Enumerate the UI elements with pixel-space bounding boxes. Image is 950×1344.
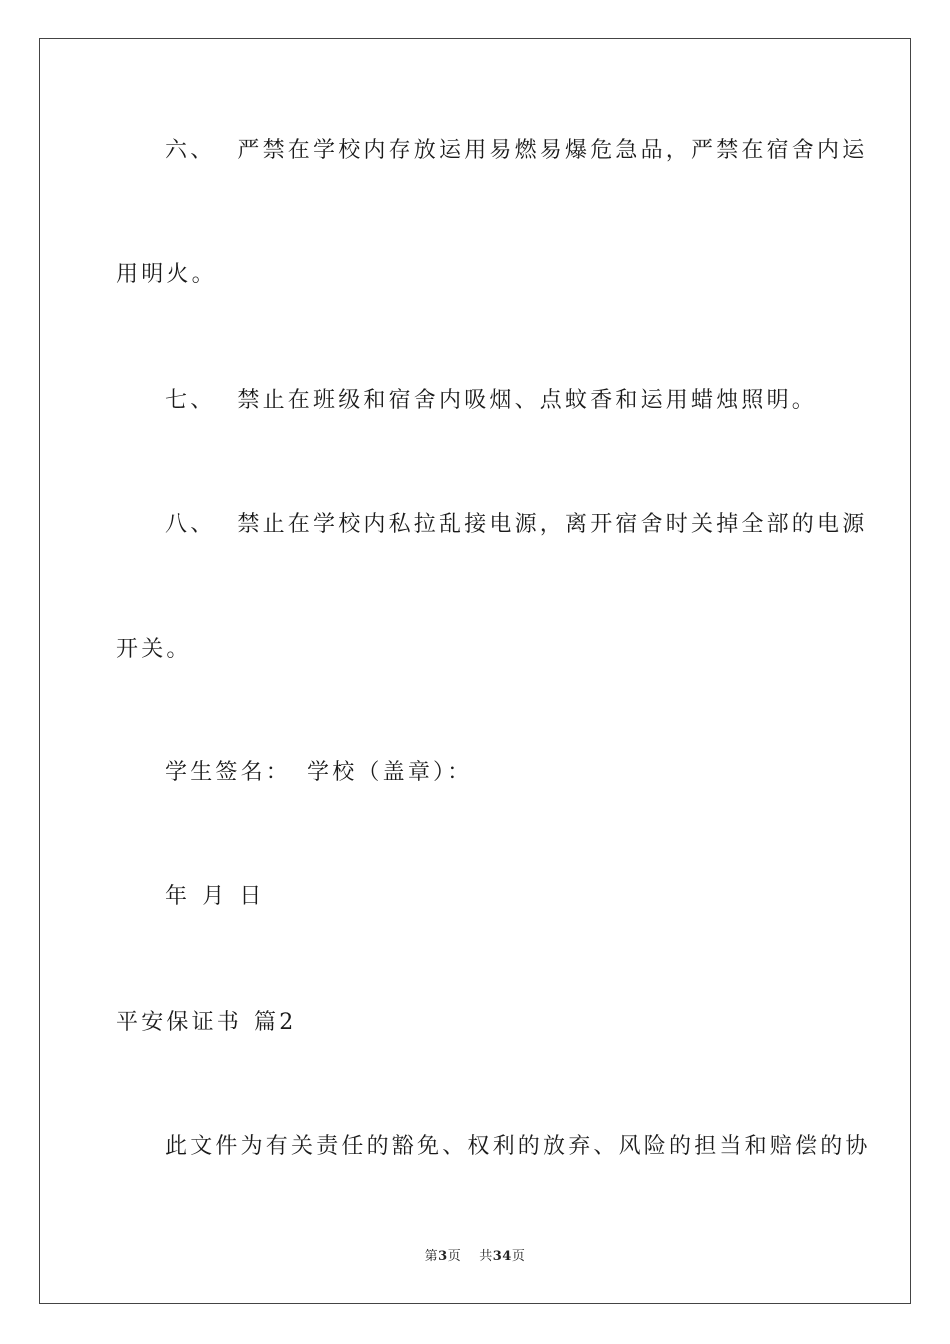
school-seal-label: 学校（盖章）： xyxy=(307,760,473,785)
footer-page-prefix: 第 xyxy=(424,1249,439,1264)
item-seven-ordinal: 七、 xyxy=(165,388,216,413)
page-border xyxy=(39,38,911,1304)
student-signature-label: 学生签名： xyxy=(165,760,292,785)
item-seven-line-1 xyxy=(0,386,950,416)
item-seven-text: 禁止在班级和宿舍内吸烟、点蚊香和运用蜡烛照明。 xyxy=(237,388,818,413)
date-line xyxy=(0,882,950,912)
footer-page-total: 34 xyxy=(492,1249,512,1264)
date-year: 年 xyxy=(165,884,191,909)
item-eight-line-1 xyxy=(0,510,950,540)
item-eight-line-2: 开关。 xyxy=(116,637,192,662)
footer-page-suffix: 页 xyxy=(447,1249,462,1264)
footer-total-prefix: 共 xyxy=(479,1249,493,1264)
item-six-ordinal: 六、 xyxy=(165,138,216,163)
item-eight-text: 禁止在学校内私拉乱接电源，离开宿舍时关掉全部的电源 xyxy=(237,512,868,537)
section-title: 平安保证书 xyxy=(116,1010,243,1035)
section-heading xyxy=(0,1008,950,1038)
page-footer xyxy=(0,1248,950,1266)
date-day: 日 xyxy=(239,884,265,909)
item-eight-ordinal: 八、 xyxy=(165,512,216,537)
footer-total-suffix: 页 xyxy=(511,1249,526,1264)
body-line-1: 此文件为有关责任的豁免、权利的放弃、风险的担当和赔偿的协 xyxy=(165,1134,871,1159)
section-number: 篇2 xyxy=(254,1010,297,1035)
date-month: 月 xyxy=(202,884,228,909)
item-six-line-2: 用明火。 xyxy=(116,262,217,287)
signature-line xyxy=(0,758,950,788)
item-six-text: 严禁在学校内存放运用易燃易爆危急品，严禁在宿舍内运 xyxy=(237,138,868,163)
footer-page-current: 3 xyxy=(438,1249,448,1264)
item-six-line-1 xyxy=(0,136,950,166)
